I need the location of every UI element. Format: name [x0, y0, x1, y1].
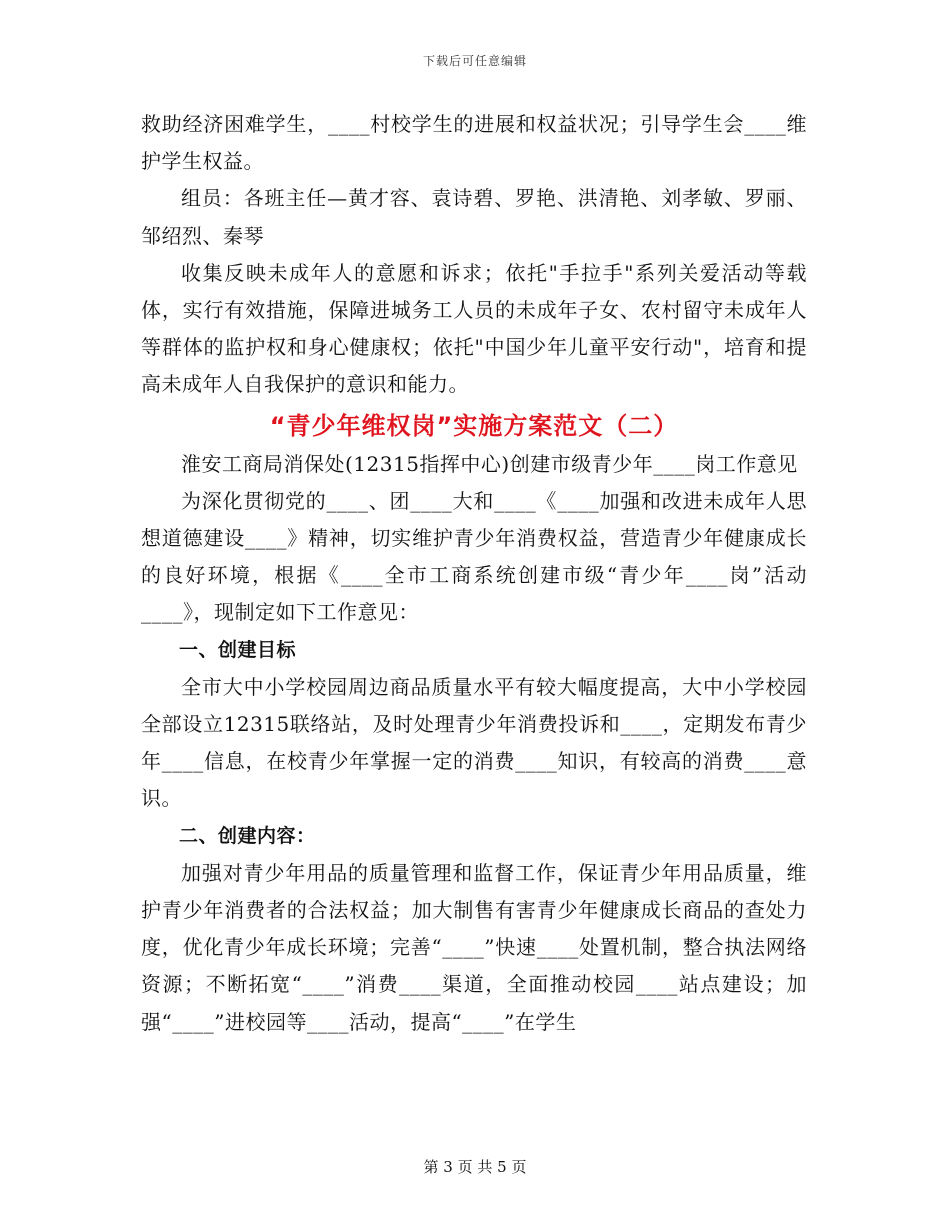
section-title: “青少年维权岗”实施方案范文（二）	[269, 411, 679, 440]
paragraph-6: 全市大中小学校园周边商品质量水平有较大幅度提高，大中小学校园全部设立12315联络站，及时处理青少年消费投诉和____，定期发布青少年____信息，在校青少年掌握一定的消费____知识，有较高的消费____意识。	[141, 674, 807, 811]
paragraph-3: 收集反映未成年人的意愿和诉求；依托"手拉手"系列关爱活动等载体，实行有效措施，保障进城务工人员的未成年子女、农村留守未成年人等群体的监护权和身心健康权；依托"中国少年儿童平安行动"，培育和提高未成年人自我保护的意识和能力。	[141, 260, 807, 397]
paragraph-4: 淮安工商局消保处(12315指挥中心)创建市级青少年____岗工作意见	[181, 451, 798, 476]
paragraph-7: 加强对青少年用品的质量管理和监督工作，保证青少年用品质量，维护青少年消费者的合法权益；加大制售有害青少年健康成长商品的查处力度，优化青少年成长环境；完善“____”快速____处置机制，整合执法网络资源；不断拓宽“____”消费____渠道，全面推动校园____站点建设；加强“____”进校园等____活动，提高“____”在学生	[141, 860, 807, 1034]
paragraph-5: 为深化贯彻党的____、团____大和____《____加强和改进未成年人思想道德建设____》精神，切实维护青少年消费权益，营造青少年健康成长的良好环境，根据《____全市工商系统创建市级“青少年____岗”活动____》，现制定如下工作意见：	[141, 488, 807, 625]
page-footer: 第 3 页 共 5 页	[423, 1158, 527, 1176]
paragraph-2: 组员：各班主任—黄才容、袁诗碧、罗艳、洪清艳、刘孝敏、罗丽、邹绍烈、秦琴	[141, 186, 807, 248]
document-body	[141, 106, 807, 1041]
paragraph-1: 救助经济困难学生，____村校学生的进展和权益状况；引导学生会____维护学生权益。	[141, 112, 807, 174]
page-header: 下载后可任意编辑	[422, 54, 527, 68]
heading-goals: 一、创建目标	[179, 638, 297, 661]
heading-content: 二、创建内容：	[179, 824, 316, 847]
